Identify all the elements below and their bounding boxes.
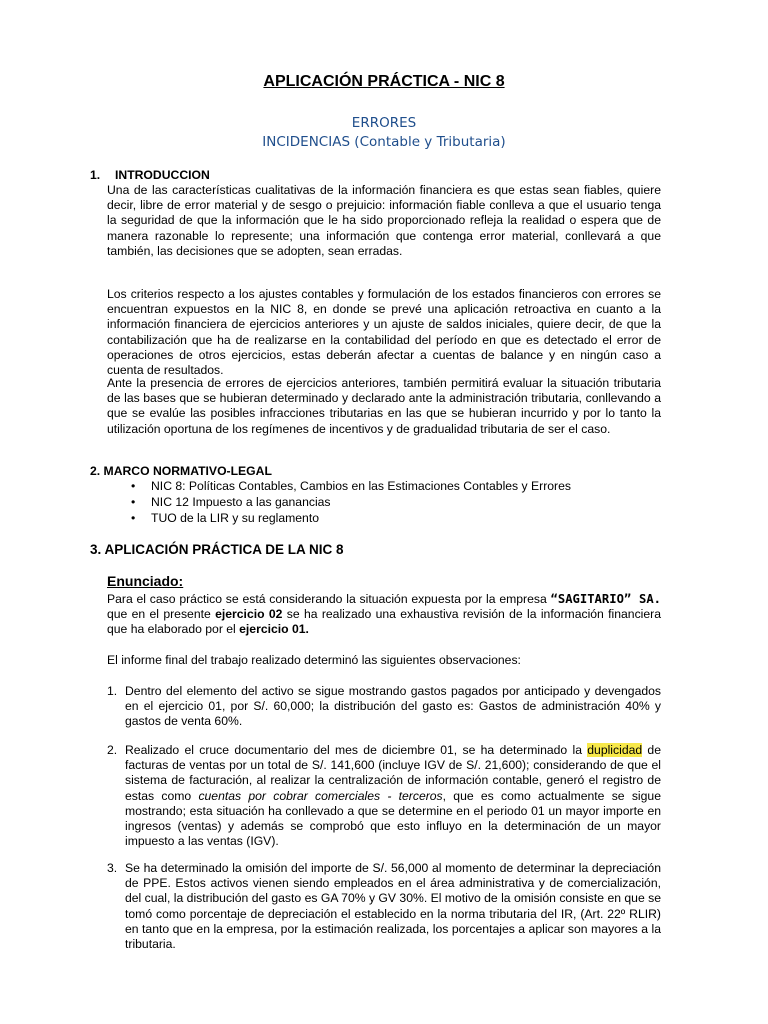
item-text-part: de facturas de ventas por un total de S/. 141,600 (incluye IGV de S/. 21,600); considerando de que el sistema de facturación, al realizar la centralización de información contable, generó el registro de estas como bbox=[125, 743, 661, 803]
item-text-part: Realizado el cruce documentario del mes de diciembre 01, se ha determinado la bbox=[125, 743, 588, 757]
section-2-heading: 2. MARCO NORMATIVO-LEGAL bbox=[90, 464, 272, 478]
enunciado-text: Para el caso práctico se está considerando la situación expuesta por la empresa bbox=[107, 592, 551, 606]
item-number: 2. bbox=[107, 743, 118, 757]
section-3-heading: 3. APLICACIÓN PRÁCTICA DE LA NIC 8 bbox=[90, 542, 344, 557]
observacion-item-1 bbox=[107, 684, 661, 730]
enunciado-text: que en el presente bbox=[107, 607, 216, 622]
item-text-part: , que es como actualmente se sigue mostrando; esta situación ha conllevado a que se determine en el periodo 01 un mayor importe en ingresos (ventas) y además se comprobó que esto influyo en la determinación de un mayor impuesto a las ventas (IGV). bbox=[125, 788, 661, 849]
intro-paragraph-1: Una de las características cualitativas de la información financiera es que estas sean fiables, quiere decir, libre de error material y de sesgo o prejuicio: información fiable conlleva a que el usuario tenga la seguridad de que la información que le ha sido proporcionado refleja la realidad o espera que de manera razonable lo represente; una información que contenga error material, conllevará a que también, las decisiones que se adopten, sean erradas. bbox=[107, 183, 661, 258]
intro-paragraph-3: Ante la presencia de errores de ejercicios anteriores, también permitirá evaluar la situación tributaria de las bases que se hubieran determinado y declarado ante la administración tributaria, conllevando a que se evalúe las posibles infracciones tributarias en las que se hubieran incurrido y por lo tanto la utilización oportuna de los regímenes de incentivos y de gradualidad tributaria de ser el caso. bbox=[107, 376, 661, 436]
ejercicio-01: ejercicio 01. bbox=[239, 622, 309, 637]
item-text bbox=[107, 743, 661, 849]
item-number: 1. bbox=[107, 684, 118, 698]
list-item-text: NIC 8: Políticas Contables, Cambios en las Estimaciones Contables y Errores bbox=[151, 479, 571, 493]
bullet-icon: • bbox=[131, 479, 136, 493]
bullet-icon: • bbox=[131, 511, 136, 526]
document-title: APLICACIÓN PRÁCTICA - NIC 8 bbox=[263, 73, 505, 90]
item-text: Dentro del elemento del activo se sigue mostrando gastos pagados por anticipado y devengados en el ejercicio 01, por S/. 60,000; la distribución del gasto es: Gastos de administración 40% y gastos de venta 60%. bbox=[125, 684, 661, 729]
subtitle-errores: ERRORES bbox=[351, 115, 417, 131]
section-1-number: 1. bbox=[90, 168, 101, 182]
informe-paragraph: El informe final del trabajo realizado determinó las siguientes observaciones: bbox=[107, 653, 521, 667]
subtitle-incidencias: INCIDENCIAS (Contable y Tributaria) bbox=[262, 134, 506, 150]
list-item bbox=[131, 479, 571, 495]
intro-paragraph-2: Los criterios respecto a los ajustes contables y formulación de los estados financieros con errores se encuentran expuestos en la NIC 8, en donde se prevé una aplicación retroactiva en cuanto a la información financiera de ejercicios anteriores y un ajuste de saldos iniciales, quiere decir, de que la contabilización que ha de realizarse en la contabilidad del período en que es detectado el error de operaciones de otros ejercicios, estas deberán afectar a cuentas de balance y en ningún caso a cuenta de resultados. bbox=[107, 287, 661, 378]
list-item bbox=[131, 495, 571, 511]
list-item-text: NIC 12 Impuesto a las ganancias bbox=[151, 495, 331, 510]
italic-phrase: cuentas por cobrar comerciales - terceros bbox=[198, 788, 443, 803]
company-name: “SAGITARIO” SA. bbox=[550, 592, 661, 606]
section-1-heading bbox=[90, 168, 210, 183]
ejercicio-02: ejercicio 02 bbox=[215, 607, 283, 622]
item-text: Se ha determinado la omisión del importe de S/. 56,000 al momento de determinar la depreciación de PPE. Estos activos vienen siendo empleados en el área administrativa y de comercialización, del cual, la distribución del gasto es GA 70% y GV 30%. El motivo de la omisión consiste en que se tomó como porcentaje de depreciación el establecido en la norma tributaria del IR, (Art. 22º RLIR) en tanto que en la empresa, por la estimación realizada, los porcentajes a aplicar son mayores a la tributaria. bbox=[125, 861, 661, 952]
marco-normativo-list bbox=[131, 479, 571, 528]
enunciado-label: Enunciado: bbox=[107, 573, 184, 589]
list-item bbox=[131, 511, 571, 527]
item-number: 3. bbox=[107, 861, 118, 875]
section-1-title: INTRODUCCION bbox=[115, 168, 210, 182]
list-item-text: TUO de la LIR y su reglamento bbox=[151, 511, 319, 526]
enunciado-text: se ha realizado una exhaustiva revisión de la información financiera que ha elaborado por el bbox=[107, 607, 661, 637]
enunciado-paragraph bbox=[107, 592, 661, 638]
bullet-icon: • bbox=[131, 495, 136, 510]
observacion-item-3 bbox=[107, 861, 661, 952]
highlighted-word: duplicidad bbox=[587, 743, 643, 757]
observacion-item-2 bbox=[107, 743, 661, 849]
